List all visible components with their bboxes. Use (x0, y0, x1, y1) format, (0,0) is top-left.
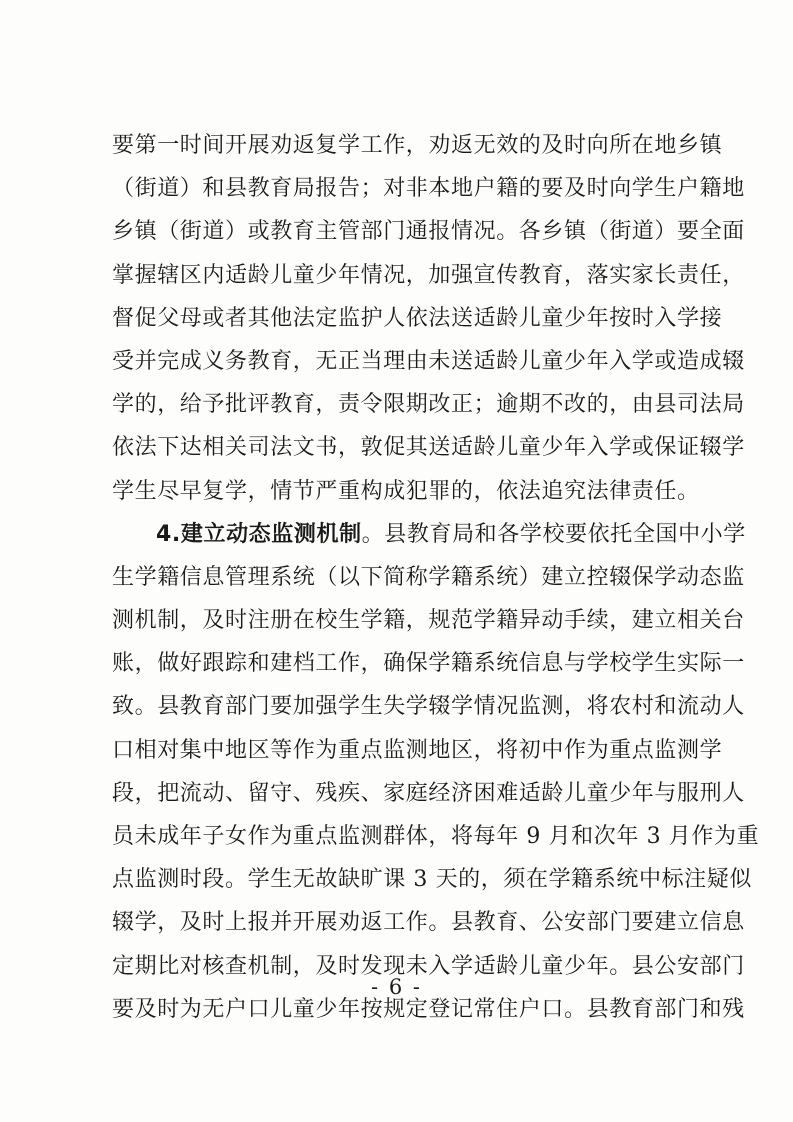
text-line: 致。县教育部门要加强学生失学辍学情况监测，将农村和流动人 (112, 694, 745, 720)
paragraph-first-line (112, 513, 746, 556)
text-line: 掌握辖区内适龄儿童少年情况，加强宣传教育，落实家长责任， (112, 262, 745, 288)
text-line: 口相对集中地区等作为重点监测地区，将初中作为重点监测学 (112, 737, 723, 763)
body-text (112, 124, 760, 1031)
text-line: 辍学，及时上报并开展劝返工作。县教育、公安部门要建立信息 (112, 910, 745, 936)
text-line: 督促父母或者其他法定监护人依法送适龄儿童少年按时入学接 (112, 305, 723, 331)
text-line: 点监测时段。学生无故缺旷课 3 天的，须在学籍系统中标注疑似 (112, 867, 752, 893)
text-line: 段，把流动、留守、残疾、家庭经济困难适龄儿童少年与服刑人 (112, 780, 745, 806)
text-line: 测机制，及时注册在校生学籍，规范学籍异动手续，建立相关台 (112, 608, 745, 634)
page-number: - 6 - (371, 975, 422, 999)
text-line: 定期比对核查机制，及时发现未入学适龄儿童少年。县公安部门 (112, 953, 745, 979)
text-line: 要及时为无户口儿童少年按规定登记常住户口。县教育部门和残 (112, 996, 745, 1022)
text-line: 学生尽早复学，情节严重构成犯罪的，依法追究法律责任。 (112, 478, 700, 504)
text-line: 受并完成义务教育，无正当理由未送适龄儿童少年入学或造成辍 (112, 348, 745, 374)
text-line: 员未成年子女作为重点监测群体，将每年 9 月和次年 3 月作为重 (112, 824, 760, 849)
section-heading: 4.建立动态监测机制 (156, 521, 362, 547)
text-line: 乡镇（街道）或教育主管部门通报情况。各乡镇（街道）要全面 (112, 219, 745, 245)
text-line: 依法下达相关司法文书，敦促其送适龄儿童少年入学或保证辍学 (112, 435, 745, 461)
text-line: 账，做好跟踪和建档工作，确保学籍系统信息与学校学生实际一 (112, 651, 745, 677)
text-line: 要第一时间开展劝返复学工作，劝返无效的及时向所在地乡镇 (112, 133, 723, 158)
heading-continuation: 。县教育局和各学校要依托全国中小学 (361, 521, 746, 547)
text-line: 生学籍信息管理系统（以下简称学籍系统）建立控辍保学动态监 (112, 564, 745, 590)
text-line: 学的，给予批评教育，责令限期改正；逾期不改的，由县司法局 (112, 392, 745, 418)
text-line: （街道）和县教育局报告；对非本地户籍的要及时向学生户籍地 (112, 176, 745, 202)
